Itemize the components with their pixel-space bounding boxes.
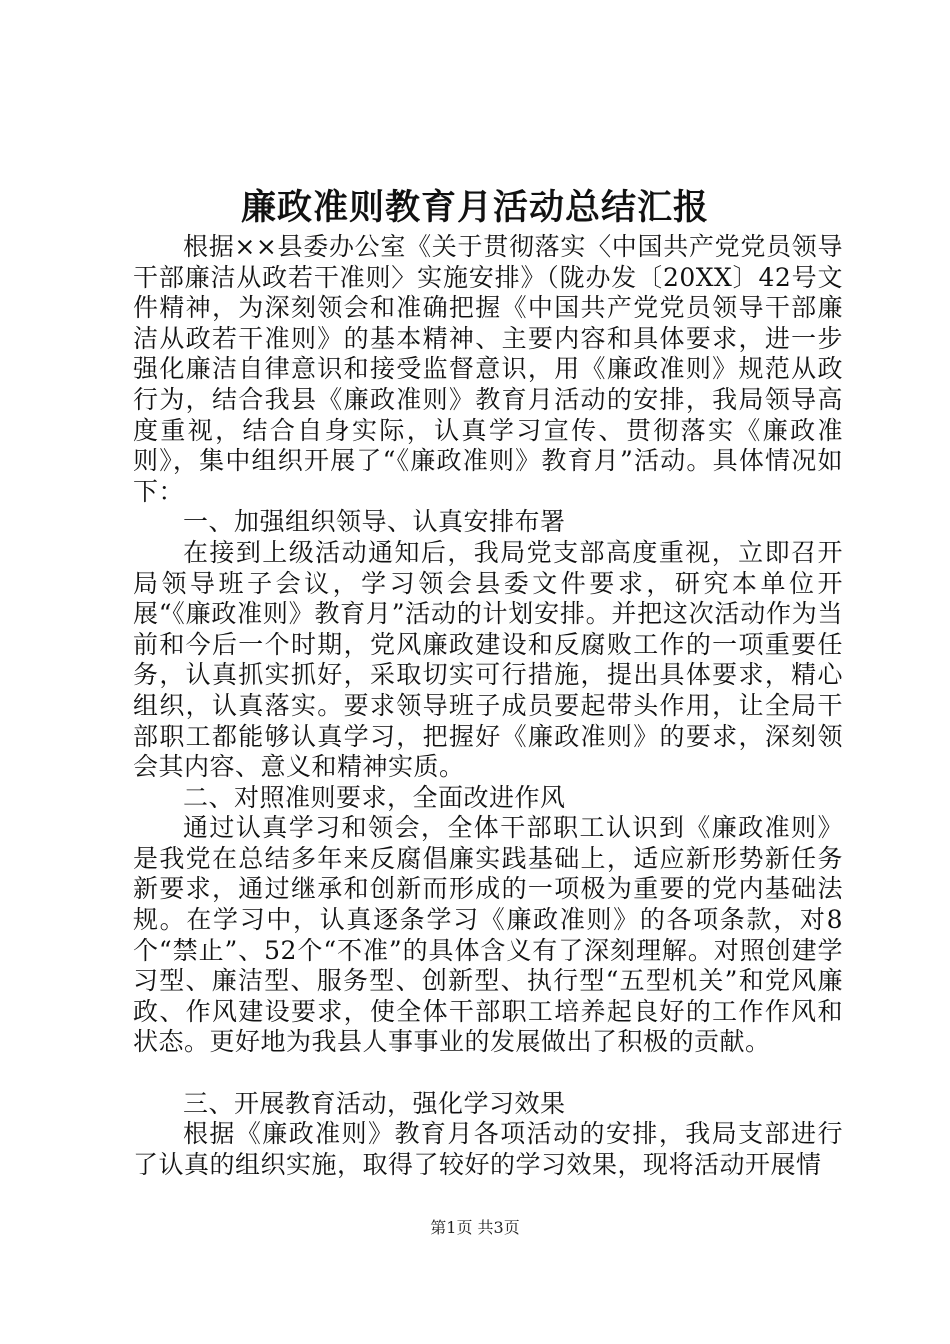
section-heading-2: 二、对照准则要求，全面改进作风 [183,782,566,812]
section-1-paragraph: 在接到上级活动通知后，我局党支部高度重视，立即召开局领导班子会议，学习领会县委文件要求，研究本单位开展“《廉政准则》教育月”活动的计划安排。并把这次活动作为当前和今后一个时期，党风廉政建设和反腐败工作的一项重要任务，认真抓实抓好，采取切实可行措施，提出具体要求，精心组织，认真落实。要求领导班子成员要起带头作用，让全局干部职工都能够认真学习，把握好《廉政准则》的要求，深刻领会其内容、意义和精神实质。 [133,537,843,782]
section-heading-3: 三、开展教育活动，强化学习效果 [183,1088,566,1118]
section-heading-1: 一、加强组织领导、认真安排布署 [183,507,566,537]
section-2-paragraph: 通过认真学习和领会，全体干部职工认识到《廉政准则》是我党在总结多年来反腐倡廉实践基础上，适应新形势新任务新要求，通过继承和创新而形成的一项极为重要的党内基础法规。在学习中，认真逐条学习《廉政准则》的各项条款，对8个“禁止”、52个“不准”的具体含义有了深刻理解。对照创建学习型、廉洁型、服务型、创新型、执行型“五型机关”和党风廉政、作风建设要求，使全体干部职工培养起良好的工作作风和状态。更好地为我县人事事业的发展做出了积极的贡献。 [133,813,843,1057]
paragraph-spacer [133,1058,843,1089]
intro-paragraph: 根据××县委办公室《关于贯彻落实〈中国共产党党员领导干部廉洁从政若干准则〉实施安排》（陇办发〔20XX〕42号文件精神，为深刻领会和准确把握《中国共产党党员领导干部廉洁从政若干准则》的基本精神、主要内容和具体要求，进一步强化廉洁自律意识和接受监督意识，用《廉政准则》规范从政行为，结合我县《廉政准则》教育月活动的安排，我局领导高度重视，结合自身实际，认真学习宣传、贯彻落实《廉政准则》，集中组织开展了“《廉政准则》教育月”活动。具体情况如下： [133,232,843,506]
page-footer: 第1页 共3页 [430,1218,520,1237]
document-body [133,232,843,1180]
section-3-paragraph: 根据《廉政准则》教育月各项活动的安排，我局支部进行了认真的组织实施，取得了较好的学习效果，现将活动开展情 [133,1119,843,1179]
document-title: 廉政准则教育月活动总结汇报 [240,187,709,228]
